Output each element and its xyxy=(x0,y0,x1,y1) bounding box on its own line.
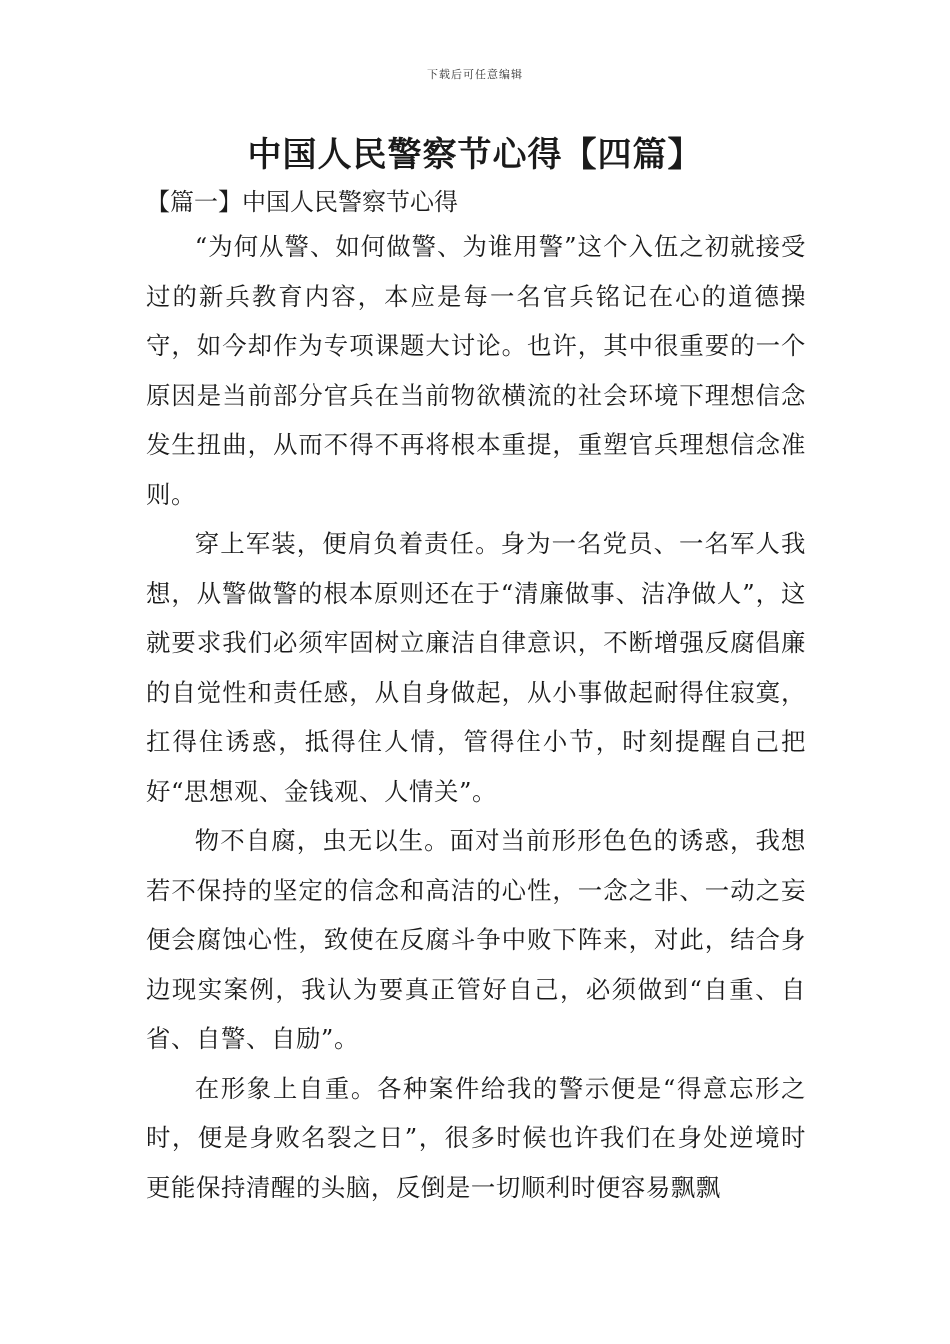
paragraph: 物不自腐，虫无以生。面对当前形形色色的诱惑，我想若不保持的坚定的信念和高洁的心性，一念之非、一动之妄便会腐蚀心性，致使在反腐斗争中败下阵来，对此，结合身边现实案例，我认为要真正管好自己，必须做到“自重、自省、自警、自励”。 xyxy=(146,826,806,1053)
paragraph: “为何从警、如何做警、为谁用警”这个入伍之初就接受过的新兵教育内容，本应是每一名官兵铭记在心的道德操守，如今却作为专项课题大讨论。也许，其中很重要的一个原因是当前部分官兵在当前物欲横流的社会环境下理想信念发生扭曲，从而不得不再将根本重提，重塑官兵理想信念准则。 xyxy=(146,232,806,509)
section-heading: 【篇一】中国人民警察节心得 xyxy=(146,188,458,216)
document-title: 中国人民警察节心得【四篇】 xyxy=(247,135,703,175)
document-body xyxy=(146,222,806,1212)
paragraph: 穿上军装，便肩负着责任。身为一名党员、一名军人我想，从警做警的根本原则还在于“清廉做事、洁净做人”，这就要求我们必须牢固树立廉洁自律意识，不断增强反腐倡廉的自觉性和责任感，从自身做起，从小事做起耐得住寂寞，扛得住诱惑，抵得住人情，管得住小节，时刻提醒自己把好“思想观、金钱观、人情关”。 xyxy=(146,529,806,806)
paragraph: 在形象上自重。各种案件给我的警示便是“得意忘形之时，便是身败名裂之日”，很多时候也许我们在身处逆境时更能保持清醒的头脑，反倒是一切顺利时便容易飘飘 xyxy=(146,1073,806,1202)
header-note: 下载后可任意编辑 xyxy=(427,68,523,81)
